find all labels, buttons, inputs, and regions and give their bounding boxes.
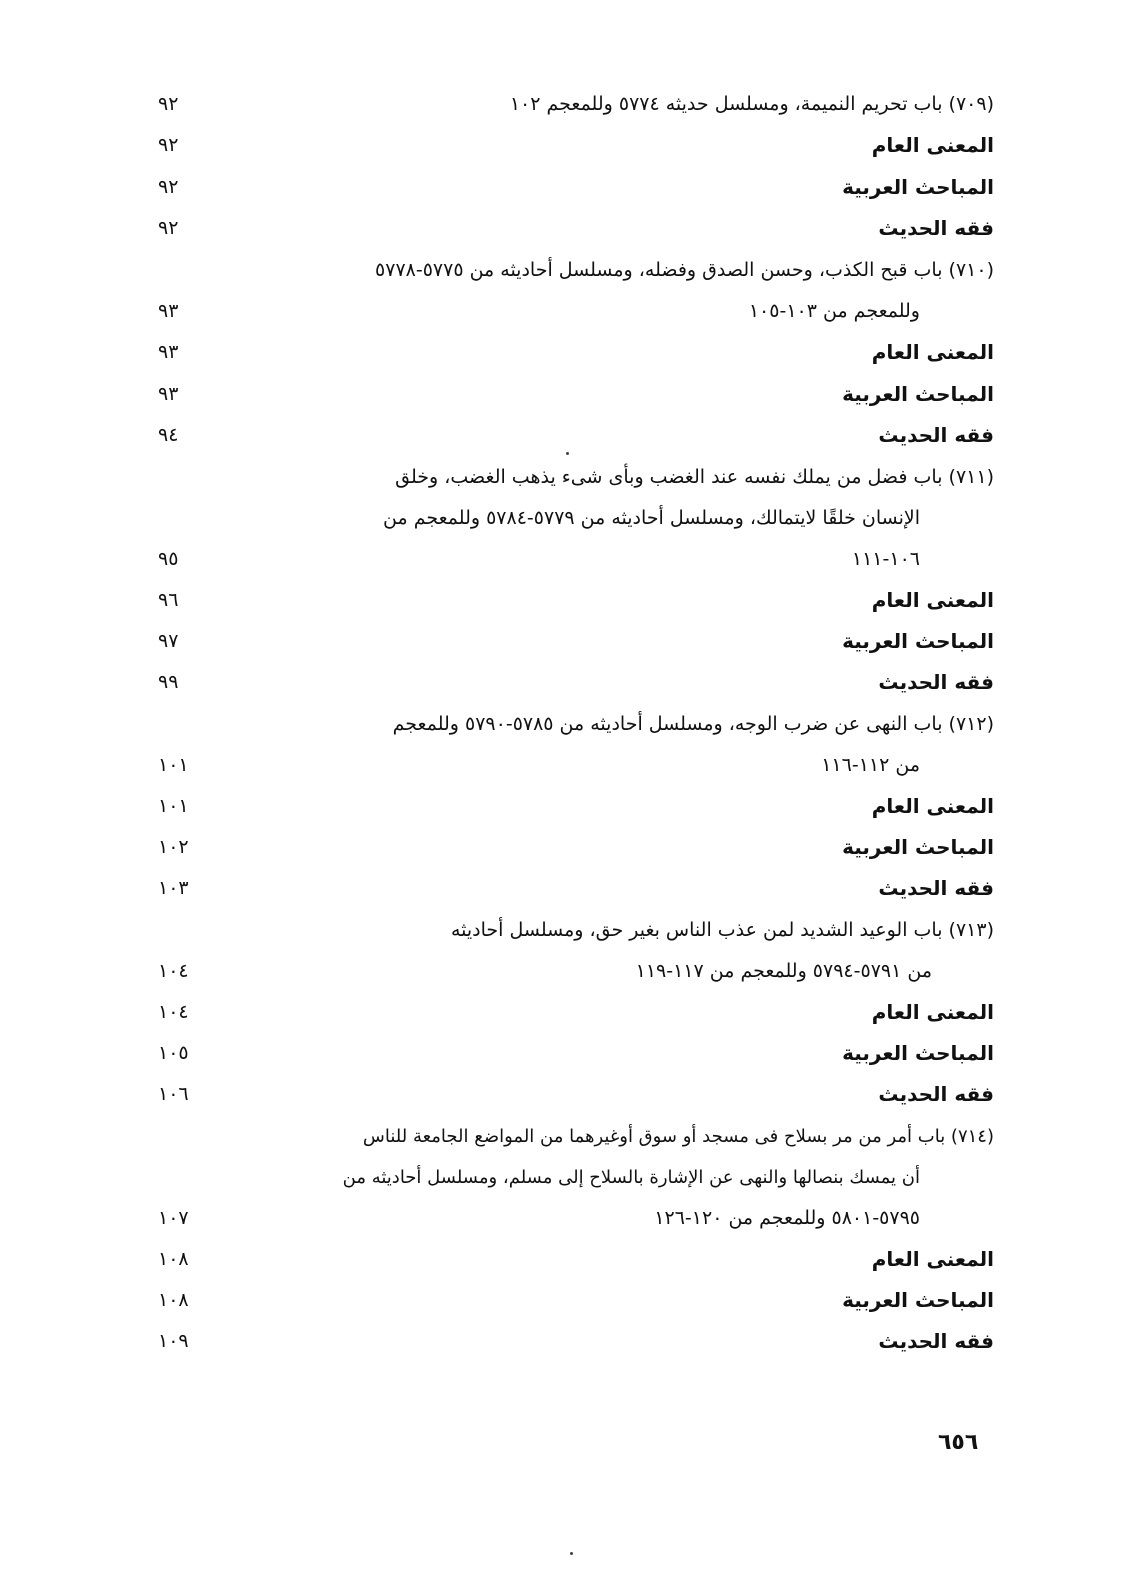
subsection-hadith-jurisprudence: فقه الحديث [878,670,994,694]
subsection-page-number: ٩٢ [158,217,179,239]
section-title-line: (٧٠٩) باب تحريم النميمة، ومسلسل حديثه ٥٧٧٤ وللمعجم ١٠٢ [509,93,994,115]
subsection-page-number: ٩٣ [158,341,179,363]
section-page-number: ١٠٧ [158,1207,189,1229]
subsection-general-meaning: المعنى العام [871,588,994,612]
section-title-line: ١٠٦-١١١ [851,548,920,570]
section-title-line: (٧١٢) باب النهى عن ضرب الوجه، ومسلسل أحاديثه من ٥٧٨٥-٥٧٩٠ وللمعجم [392,713,994,735]
subsection-general-meaning: المعنى العام [871,133,994,157]
section-page-number: ٩٥ [158,548,179,570]
section-title-line: من ١١٢-١١٦ [821,754,920,776]
section-title-line: وللمعجم من ١٠٣-١٠٥ [748,300,920,322]
subsection-hadith-jurisprudence: فقه الحديث [878,423,994,447]
subsection-hadith-jurisprudence: فقه الحديث [878,1329,994,1353]
section-title-line: (٧١١) باب فضل من يملك نفسه عند الغضب وبأى شىء يذهب الغضب، وخلق [395,466,994,488]
section-page-number: ١٠١ [158,754,189,776]
subsection-page-number: ١٠٥ [158,1042,189,1064]
subsection-page-number: ١٠٤ [158,1001,189,1023]
subsection-page-number: ١٠٢ [158,836,189,858]
section-title-line: (٧١٣) باب الوعيد الشديد لمن عذب الناس بغير حق، ومسلسل أحاديثه [450,919,994,941]
subsection-page-number: ٩٧ [158,630,179,652]
section-title-line: الإنسان خلقًا لايتمالك، ومسلسل أحاديثه من ٥٧٧٩-٥٧٨٤ وللمعجم من [383,507,920,529]
subsection-page-number: ٩٢ [158,176,179,198]
subsection-page-number: ٩٣ [158,383,179,405]
subsection-page-number: ٩٦ [158,589,179,611]
page-folio-number: ٦٥٦ [938,1430,979,1455]
subsection-arabic-studies: المباحث العربية [842,175,994,199]
subsection-page-number: ١٠٣ [158,877,189,899]
subsection-general-meaning: المعنى العام [871,794,994,818]
subsection-page-number: ١٠٦ [158,1083,189,1105]
subsection-page-number: ١٠٨ [158,1289,189,1311]
subsection-hadith-jurisprudence: فقه الحديث [878,876,994,900]
section-title-line: أن يمسك بنصالها والنهى عن الإشارة بالسلاح إلى مسلم، ومسلسل أحاديثه من [342,1167,920,1188]
subsection-page-number: ٩٤ [158,424,179,446]
subsection-general-meaning: المعنى العام [871,1000,994,1024]
subsection-page-number: ١٠١ [158,795,189,817]
section-page-number: ٩٢ [158,93,179,115]
subsection-hadith-jurisprudence: فقه الحديث [878,1082,994,1106]
subsection-arabic-studies: المباحث العربية [842,1041,994,1065]
scan-speck [566,452,569,455]
subsection-page-number: ٩٩ [158,671,179,693]
subsection-arabic-studies: المباحث العربية [842,382,994,406]
subsection-page-number: ٩٢ [158,134,179,156]
section-page-number: ٩٣ [158,300,179,322]
subsection-hadith-jurisprudence: فقه الحديث [878,216,994,240]
section-title-line: من ٥٧٩١-٥٧٩٤ وللمعجم من ١١٧-١١٩ [635,960,932,982]
subsection-arabic-studies: المباحث العربية [842,835,994,859]
section-title-line: (٧١٠) باب قبح الكذب، وحسن الصدق وفضله، ومسلسل أحاديثه من ٥٧٧٥-٥٧٧٨ [375,259,994,281]
subsection-arabic-studies: المباحث العربية [842,629,994,653]
subsection-general-meaning: المعنى العام [871,340,994,364]
section-title-line: (٧١٤) باب أمر من مر بسلاح فى مسجد أو سوق أوغيرهما من المواضع الجامعة للناس [362,1126,994,1147]
subsection-arabic-studies: المباحث العربية [842,1288,994,1312]
section-page-number: ١٠٤ [158,960,189,982]
section-title-line: ٥٧٩٥-٥٨٠١ وللمعجم من ١٢٠-١٢٦ [654,1207,920,1229]
scan-speck [570,1552,573,1555]
subsection-page-number: ١٠٨ [158,1248,189,1270]
subsection-page-number: ١٠٩ [158,1330,189,1352]
subsection-general-meaning: المعنى العام [871,1247,994,1271]
